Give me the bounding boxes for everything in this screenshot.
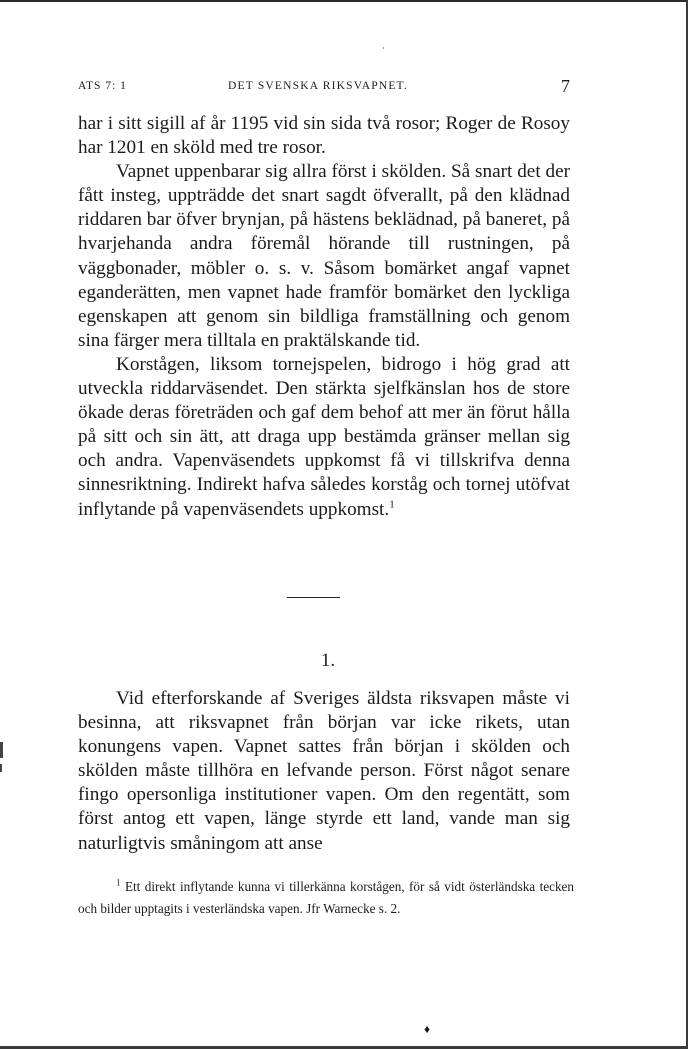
bottom-ornament: ♦ [424,1022,431,1036]
signature-mark: ATS 7: 1 [78,80,127,92]
running-title: DET SVENSKA RIKSVAPNET. [228,80,408,92]
page-number: 7 [561,76,570,96]
margin-mark [0,742,3,758]
paragraph: har i sitt sigill af år 1195 vid sin sida två rosor; Roger de Rosoy har 1201 en sköld med tre rosor. [78,113,570,159]
footnote-body [78,876,574,919]
paper-speck [383,47,384,49]
body-text [78,112,570,522]
running-header [78,76,572,98]
footnote-marker: 1 [116,877,121,888]
page-edge-top [0,0,688,2]
footnote [78,876,574,919]
section-number: 1. [320,650,336,671]
paragraph-text: Korstågen, liksom tornejspelen, bidrogo i hög grad att utveckla riddarväsendet. Den stärkta sjelfkänslan hos de store ökade deras företräden och gaf dem behof att mer än förut hålla på sitt och sin ätt, att draga upp bestämda gränser mellan sig och andra. Vapenväsendets uppkomst få vi tillskrifva denna sinnesriktning. Indirekt hafva således korståg och tornej utöfvat inflytande på vapenväsendets uppkomst. [78,353,570,520]
paragraph: Vapnet uppenbarar sig allra först i skölden. Så snart det der fått insteg, uppträdde det snart sagdt öfverallt, på den klädnad riddaren bar öfver brynjan, på hästens beklädnad, på baneret, på hvarjehanda andra föremål hörande till rustningen, på väggbonader, möbler o. s. v. Såsom bomärket angaf vapnet eganderätten, men vapnet hade framför bomärket den lyckliga egenskapen att genom sin bildliga framställning och genom sina färger mera tilltala en praktälskande tid. [78,161,570,351]
section-divider [287,597,340,598]
paragraph: Vid efterforskande af Sveriges äldsta riksvapen måste vi besinna, att riksvapnet från början var icke rikets, utan konungens vapen. Vapnet sattes från början i skölden och skölden måste tillhöra en lefvande person. Först något senare fingo opersonliga institutioner vapen. Om den regentätt, som först antog ett vapen, länge styrde ett land, vande man sig naturligtvis småningom att anse [78,688,570,854]
paragraph [78,353,570,522]
margin-mark [0,764,2,772]
footnote-reference[interactable]: 1 [389,498,395,511]
section-text [78,687,570,856]
footnote-text: Ett direkt inflytande kunna vi tillerkänna korstågen, för så vidt österländska tecken och bilder upptagits i vesterländska vapen. Jfr Warnecke s. 2. [78,879,574,916]
